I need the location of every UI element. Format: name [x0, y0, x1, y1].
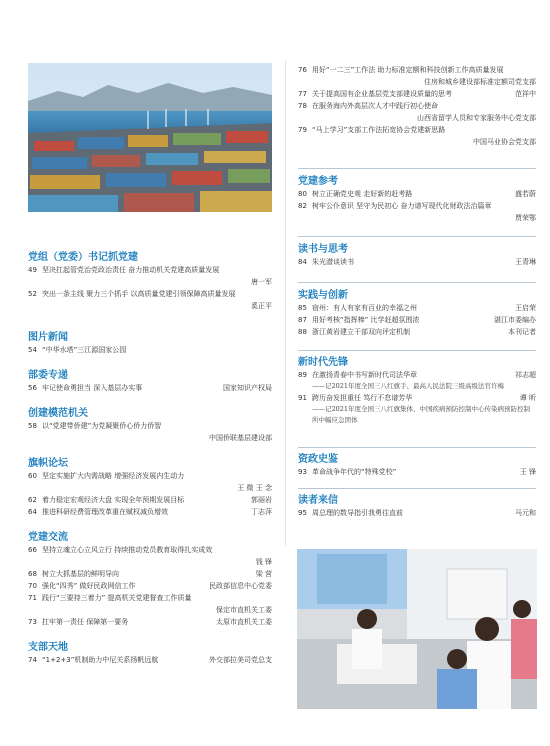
list-item[interactable]: 71 践行“三要持三着力” 提高机关党建督查工作质量 [28, 594, 192, 602]
list-item[interactable]: 66 坚持立魂立心立风立行 持续推动党员教育取得扎实成效 [28, 546, 213, 554]
list-item[interactable]: 60 坚定实施扩大内需战略 增强经济发展内生动力 [28, 472, 185, 480]
section-photo-news [28, 332, 272, 356]
port-photo [28, 63, 272, 212]
section-branch [28, 642, 272, 666]
list-item[interactable]: 68 树立大抓基层的鲜明导向 梁 营 [28, 570, 272, 578]
author: 唐一军 [251, 278, 272, 286]
section-party-leadership [28, 252, 272, 312]
section-party-exchange [28, 532, 272, 628]
author: 中国马业协会党支部 [473, 138, 536, 146]
left-column [28, 252, 272, 666]
vision-test-photo [297, 549, 537, 709]
section-title: 资政史鉴 [298, 454, 338, 465]
list-item[interactable]: 91 跨历奋发担重任 笃行不怠谱芳华 谭 昕 [298, 394, 536, 402]
section-history [298, 454, 536, 478]
author: 山西省留学人员和专家服务中心党支部 [417, 114, 536, 122]
list-item[interactable]: 89 在激扬青春中书写新时代司法华章 祁志超 [298, 371, 536, 379]
author: 王 微 王 念 [237, 484, 272, 492]
list-item[interactable]: 49 坚决扛起管党治党政治责任 奋力推动机关党建高质量发展 [28, 266, 220, 274]
list-item[interactable]: 76 用好“一二三”工作法 助力标准定额和科技创新工作高质量发展 [298, 66, 504, 74]
section-title: 党组（党委）书记抓党建 [28, 252, 138, 263]
subtitle: ——记2021年度全国三八红旗集体、中国疾病预防控制中心传染病预防控制所中幅应急团体 [312, 405, 531, 424]
section-title: 新时代先锋 [298, 357, 348, 368]
section-title: 支部天地 [28, 642, 68, 653]
list-item[interactable]: 77 关于提高国有企业基层党支部建设质量的思考 范祥中 [298, 90, 536, 98]
author: 贾荣鄂 [515, 214, 536, 222]
section-title: 部委专递 [28, 370, 68, 381]
list-item[interactable]: 73 扛牢第一责任 保障第一要务 太原市直机关工委 [28, 618, 272, 626]
list-item[interactable]: 84 朱光潜谈读书 王青琳 [298, 258, 536, 266]
section-reading [298, 244, 536, 268]
author: 住房和城乡建设部标准定额司党支部 [424, 78, 536, 86]
section-forum [28, 458, 272, 518]
list-item[interactable]: 93 革命战争年代的“特殊党校” 王 锋 [298, 468, 536, 476]
section-letters [298, 495, 536, 519]
section-model-organ [28, 408, 272, 444]
section-practice [298, 290, 536, 338]
section-title: 旗帜论坛 [28, 458, 68, 469]
list-item[interactable]: 85 宿州：有人有家有百业的幸福之州 王启荣 [298, 304, 536, 312]
list-item[interactable]: 79 “马上学习”支部工作法拓宽协会党建新思路 [298, 126, 446, 134]
author: 钱 锋 [255, 558, 272, 566]
author: 保定市直机关工委 [216, 606, 272, 614]
divider [298, 350, 536, 351]
list-item[interactable]: 78 在服务海内外高层次人才中践行初心使命 [298, 102, 438, 110]
list-item[interactable]: 70 强化“四秀” 做好民政网信工作 民政部信息中心党委 [28, 582, 272, 590]
divider [298, 447, 536, 448]
list-item[interactable]: 56 牢记使命勇担当 深入基层办实事 国家知识产权局 [28, 384, 272, 392]
section-title: 图片新闻 [28, 332, 68, 343]
list-item[interactable]: 74 “1+2+3”机制助力中尼关系扬帆远航 外交部拉美司党总支 [28, 656, 272, 664]
section-party-reference [298, 176, 536, 224]
list-item[interactable]: 64 推进科研经费管理改革重在赋权减负增效 丁志萍 [28, 508, 272, 516]
divider [298, 168, 536, 169]
section-title: 读书与思考 [298, 244, 348, 255]
list-item[interactable]: 95 周总理的数导指引我勇往直前 马元和 [298, 509, 536, 517]
section-title: 实践与创新 [298, 290, 348, 301]
list-item[interactable]: 80 树立正确党史观 走好新的赶考路 盛若蔚 [298, 190, 536, 198]
list-item[interactable]: 54 “中华水塔”三江源国家公园 [28, 346, 127, 354]
section-ministry [28, 370, 272, 394]
column-divider [285, 60, 286, 546]
list-item[interactable]: 87 用好考核“指挥棒” 比学赶超氛围浓 湛江市委编办 [298, 316, 536, 324]
section-pioneers [298, 357, 536, 426]
list-item[interactable]: 52 突出一条主线 聚力三个抓手 以高质量党建引领保障高质量发展 [28, 290, 236, 298]
section-title: 党建参考 [298, 176, 338, 187]
list-item[interactable]: 58 以“党建带侨建”为党凝聚侨心侨力侨智 [28, 422, 162, 430]
subtitle: ——记2021年度全国三八红旗手、最高人民法院三级高级法官许梅 [312, 382, 505, 390]
divider [298, 282, 536, 283]
right-column [298, 64, 536, 148]
section-title: 党建交流 [28, 532, 68, 543]
author: 奚正平 [251, 302, 272, 310]
divider [298, 488, 536, 489]
author: 中国侨联基层建设部 [209, 434, 272, 442]
section-title: 创建模范机关 [28, 408, 88, 419]
section-title: 读者来信 [298, 495, 338, 506]
list-item[interactable]: 62 着力稳定宏观经济大盘 实现全年预期发展目标 郭丽岩 [28, 496, 272, 504]
list-item[interactable]: 82 树牢公仆意识 坚守为民初心 奋力谱写现代化财政法治篇章 [298, 202, 492, 210]
list-item[interactable]: 88 浙江黄岩建立干部双向评定机制 本刊记者 [298, 328, 536, 336]
divider [298, 236, 536, 237]
